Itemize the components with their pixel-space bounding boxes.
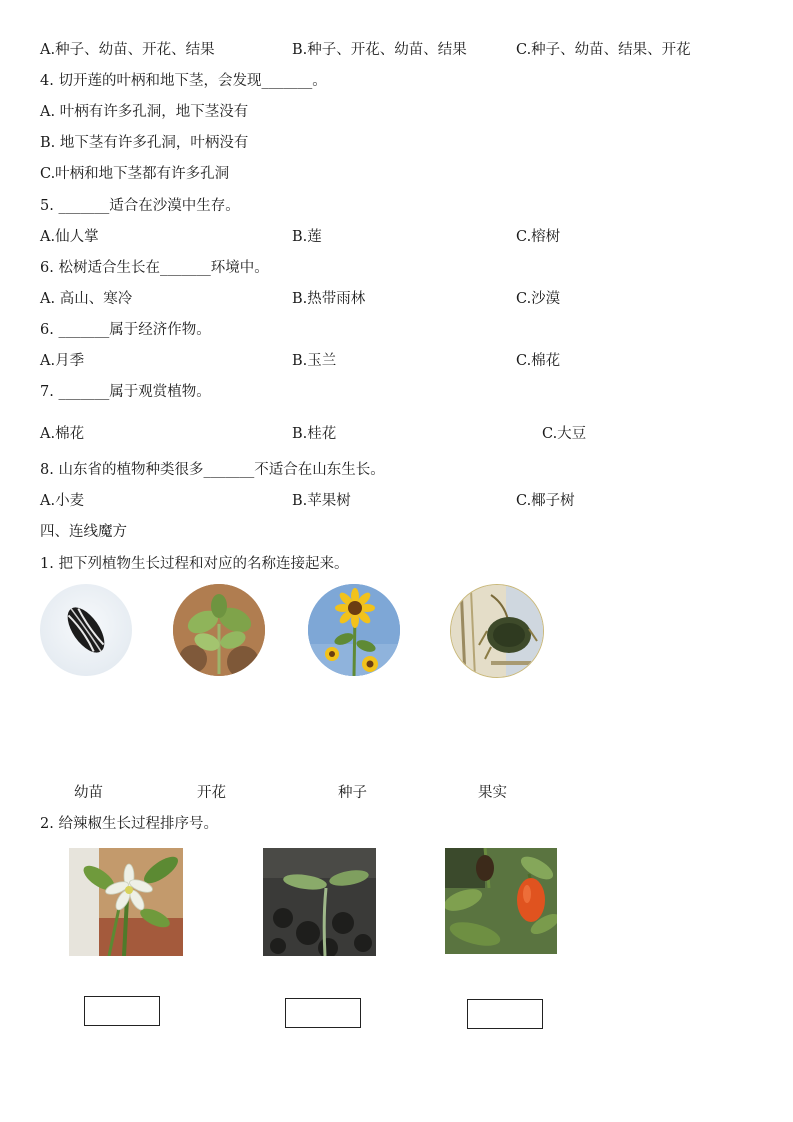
q4-option-b: B. 地下茎有许多孔洞，叶柄没有 (40, 135, 249, 151)
q6a-stem: 6. 松树适合生长在_______环境中。 (40, 260, 269, 276)
flowering-image (308, 584, 400, 676)
q4-option-a: A. 叶柄有许多孔洞，地下茎没有 (40, 104, 249, 120)
pepper-seedling-image (263, 848, 376, 956)
q6b-option-c: C.棉花 (516, 353, 561, 369)
q7-option-c: C.大豆 (542, 426, 587, 442)
q6b-option-b: B.玉兰 (292, 353, 337, 369)
q8-option-c: C.椰子树 (516, 493, 575, 509)
q8-option-a: A.小麦 (40, 493, 85, 509)
section-heading: 四、连线魔方 (40, 524, 127, 540)
q6b-option-a: A.月季 (40, 353, 85, 369)
q3-option-c: C.种子、幼苗、结果、开花 (516, 42, 691, 58)
q5-option-a: A.仙人掌 (40, 229, 99, 245)
q6a-option-a: A. 高山、寒冷 (40, 291, 133, 307)
seedling-image (173, 584, 265, 676)
q4-stem: 4. 切开莲的叶柄和地下茎，会发现_______。 (40, 73, 327, 89)
label-flowering: 开花 (197, 785, 226, 801)
q7-option-b: B.桂花 (292, 426, 337, 442)
label-fruit: 果实 (478, 785, 507, 801)
q7-option-a: A.棉花 (40, 426, 85, 442)
q6b-stem: 6. _______属于经济作物。 (40, 322, 211, 338)
q8-option-b: B.苹果树 (292, 493, 351, 509)
q5-stem: 5. _______适合在沙漠中生存。 (40, 198, 240, 214)
q1-stem: 1. 把下列植物生长过程和对应的名称连接起来。 (40, 556, 349, 572)
q3-option-a: A.种子、幼苗、开花、结果 (40, 42, 215, 58)
q3-option-b: B.种子、开花、幼苗、结果 (292, 42, 467, 58)
q6a-option-c: C.沙漠 (516, 291, 561, 307)
fruit-image (450, 584, 544, 678)
pepper-fruit-image (445, 848, 557, 954)
order-box-seedling[interactable] (285, 998, 361, 1028)
label-seed: 种子 (338, 785, 367, 801)
order-box-fruit[interactable] (467, 999, 543, 1029)
seed-image (40, 584, 132, 676)
label-seedling: 幼苗 (74, 785, 103, 801)
q7-stem: 7. _______属于观赏植物。 (40, 384, 211, 400)
q5-option-c: C.榕树 (516, 229, 561, 245)
q6a-option-b: B.热带雨林 (292, 291, 366, 307)
q4-option-c: C.叶柄和地下茎都有许多孔洞 (40, 166, 230, 182)
q8-stem: 8. 山东省的植物种类很多_______不适合在山东生长。 (40, 462, 385, 478)
q5-option-b: B.莲 (292, 229, 322, 245)
pepper-flower-image (69, 848, 183, 956)
q2-stem: 2. 给辣椒生长过程排序号。 (40, 816, 218, 832)
order-box-flower[interactable] (84, 996, 160, 1026)
